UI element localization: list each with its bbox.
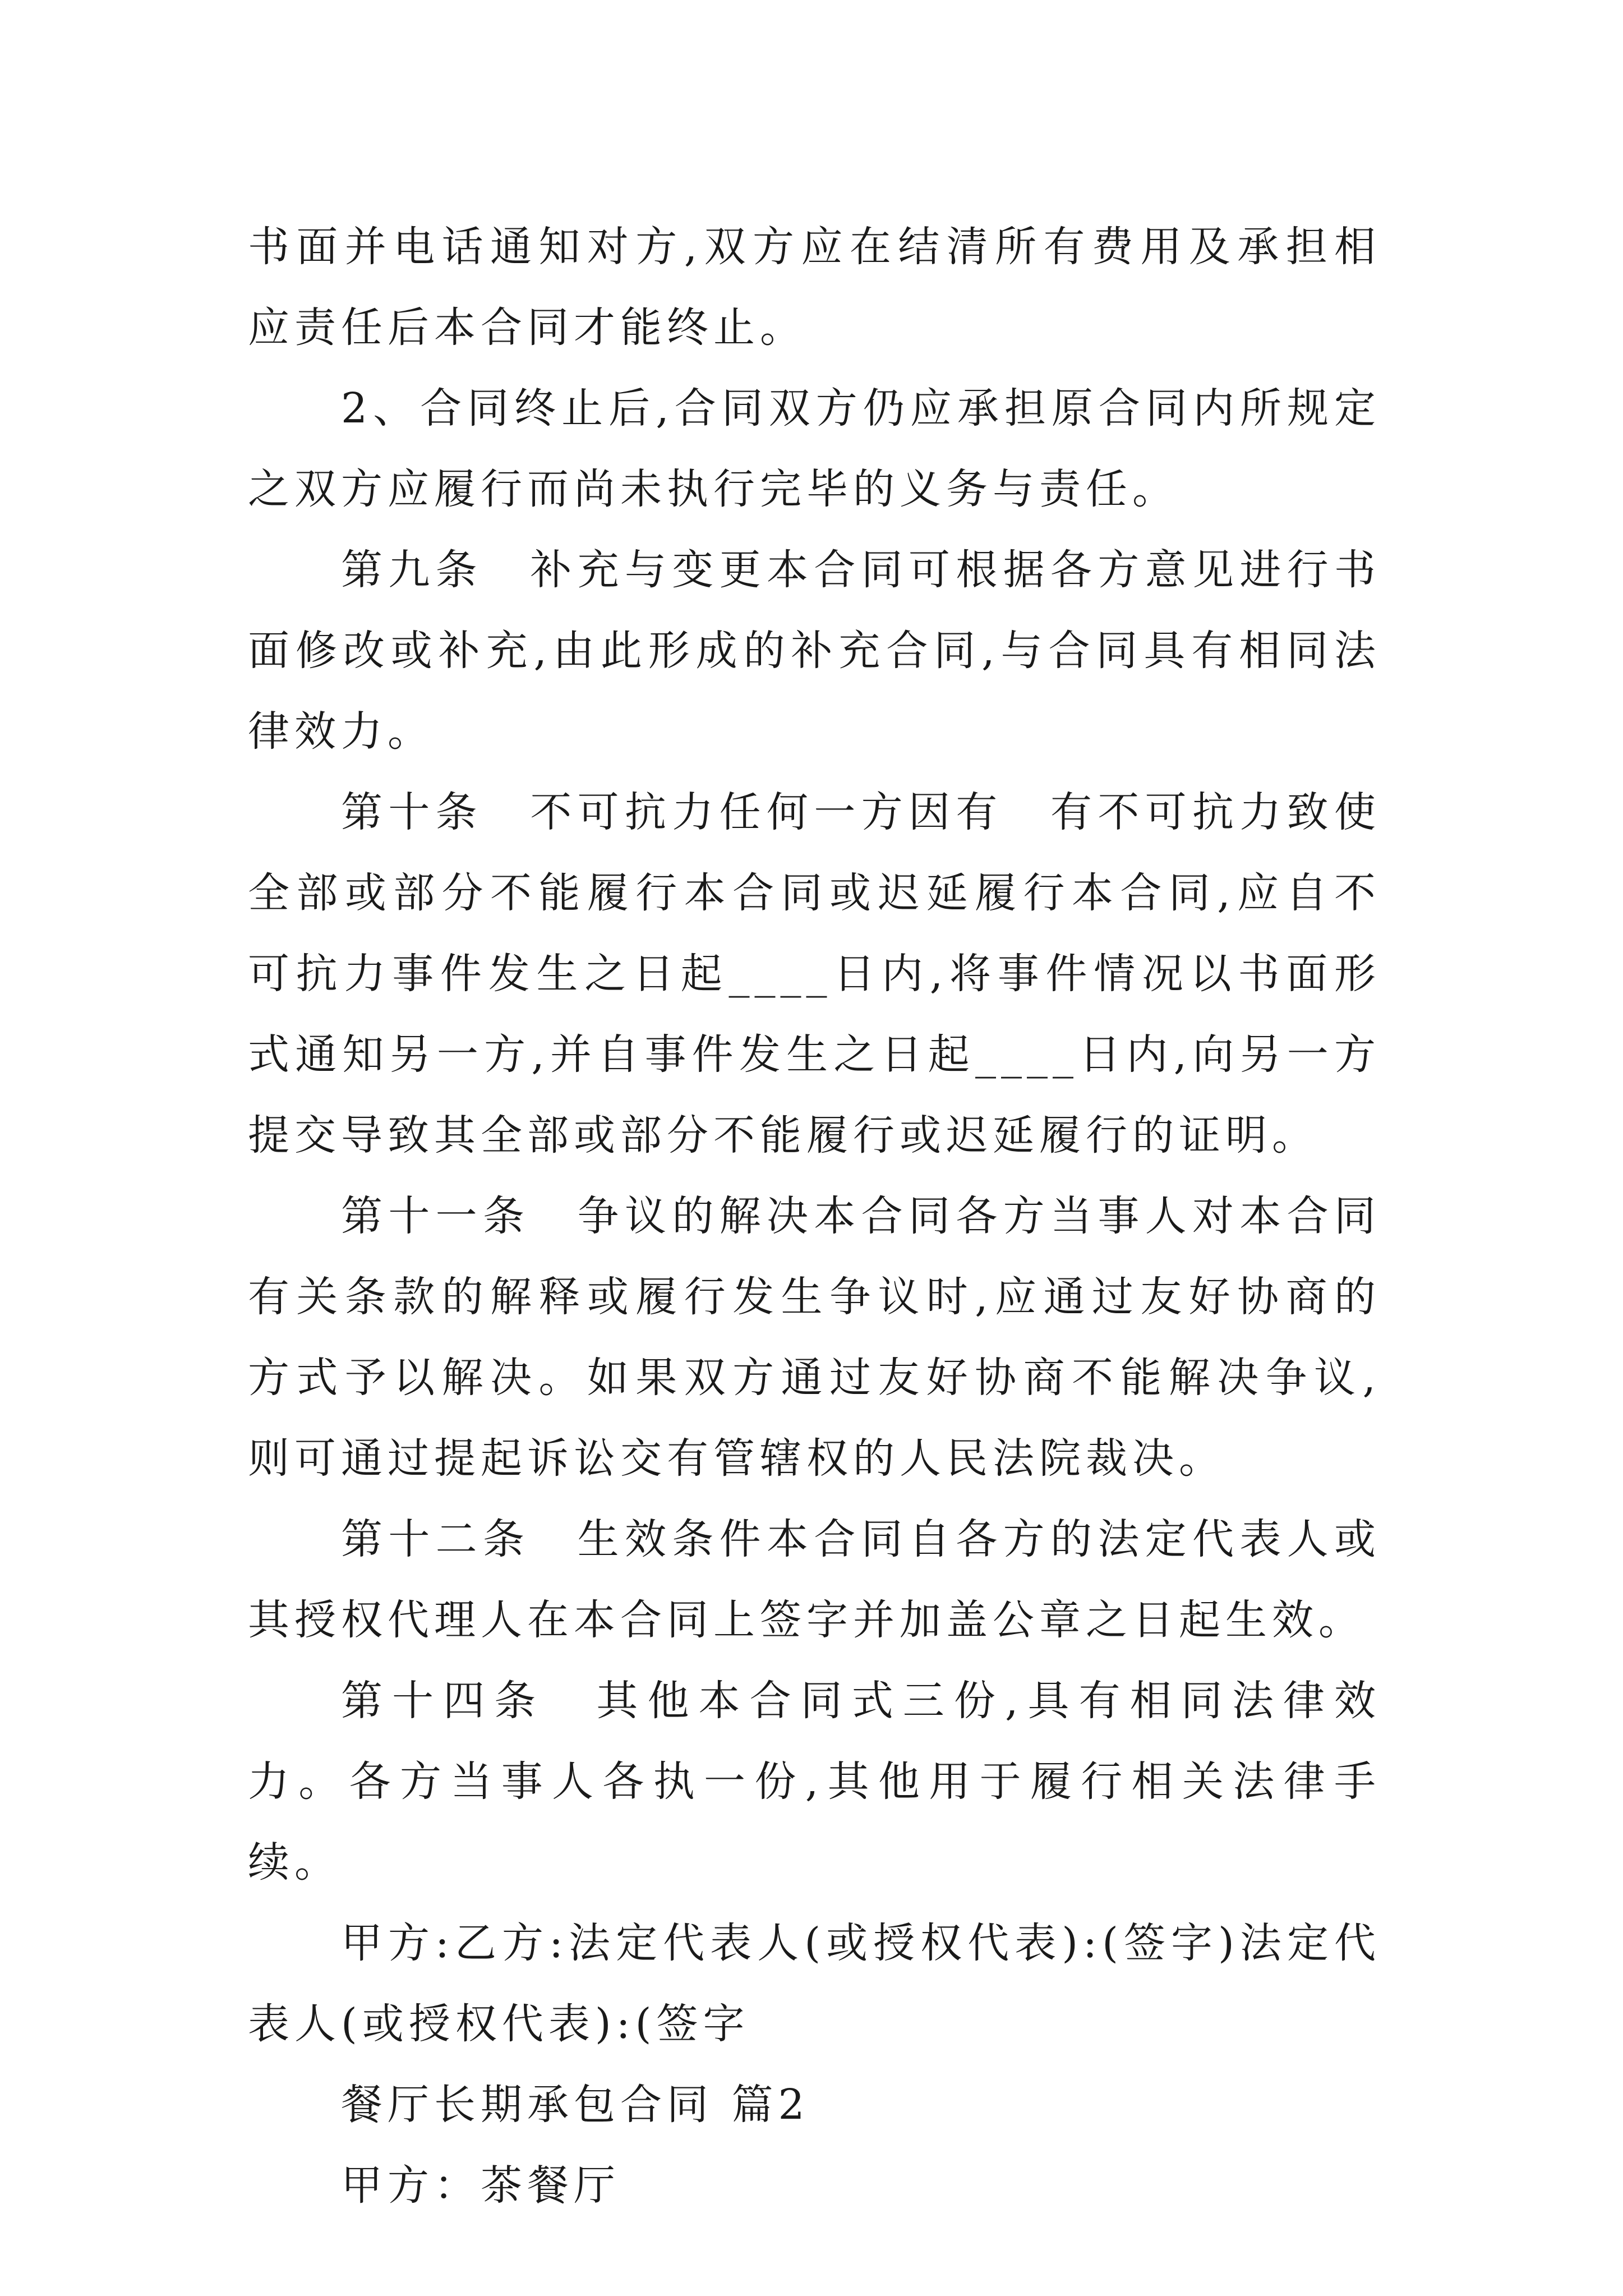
paragraph-clause-2-obligations: 2、合同终止后,合同双方仍应承担原合同内所规定之双方应履行而尚未执行完毕的义务与责任。 (248, 384, 1381, 513)
document-body (248, 206, 1381, 2226)
paragraph-party-a: 甲方：茶餐厅 (341, 2161, 620, 2210)
paragraph-article-9: 第九条 补充与变更本合同可根据各方意见进行书面修改或补充,由此形成的补充合同,与合同具有相同法律效力。 (248, 546, 1381, 756)
paragraph-article-10: 第十条 不可抗力任何一方因有 有不可抗力致使全部或部分不能履行本合同或迟延履行本合同,应自不可抗力事件发生之日起____日内,将事件情况以书面形式通知另一方,并自事件发生之日起____日内,向另一方提交导致其全部或部分不能履行或迟延履行的证明。 (248, 788, 1381, 1159)
paragraph-article-11: 第十一条 争议的解决本合同各方当事人对本合同有关条款的解释或履行发生争议时,应通过友好协商的方式予以解决。如果双方通过友好协商不能解决争议,则可通过提起诉讼交有管辖权的人民法院裁决。 (248, 1192, 1381, 1483)
paragraph-article-14: 第十四条 其他本合同式三份,具有相同法律效力。各方当事人各执一份,其他用于履行相关法律手续。 (248, 1677, 1381, 1887)
paragraph-termination-continued: 书面并电话通知对方,双方应在结清所有费用及承担相应责任后本合同才能终止。 (248, 223, 1381, 352)
paragraph-article-12: 第十二条 生效条件本合同自各方的法定代表人或其授权代理人在本合同上签字并加盖公章之日起生效。 (248, 1515, 1381, 1644)
paragraph-signatures: 甲方:乙方:法定代表人(或授权代表):(签字)法定代表人(或授权代表):(签字 (248, 1919, 1381, 2048)
section-heading-part-2: 餐厅长期承包合同 篇2 (341, 2081, 810, 2129)
